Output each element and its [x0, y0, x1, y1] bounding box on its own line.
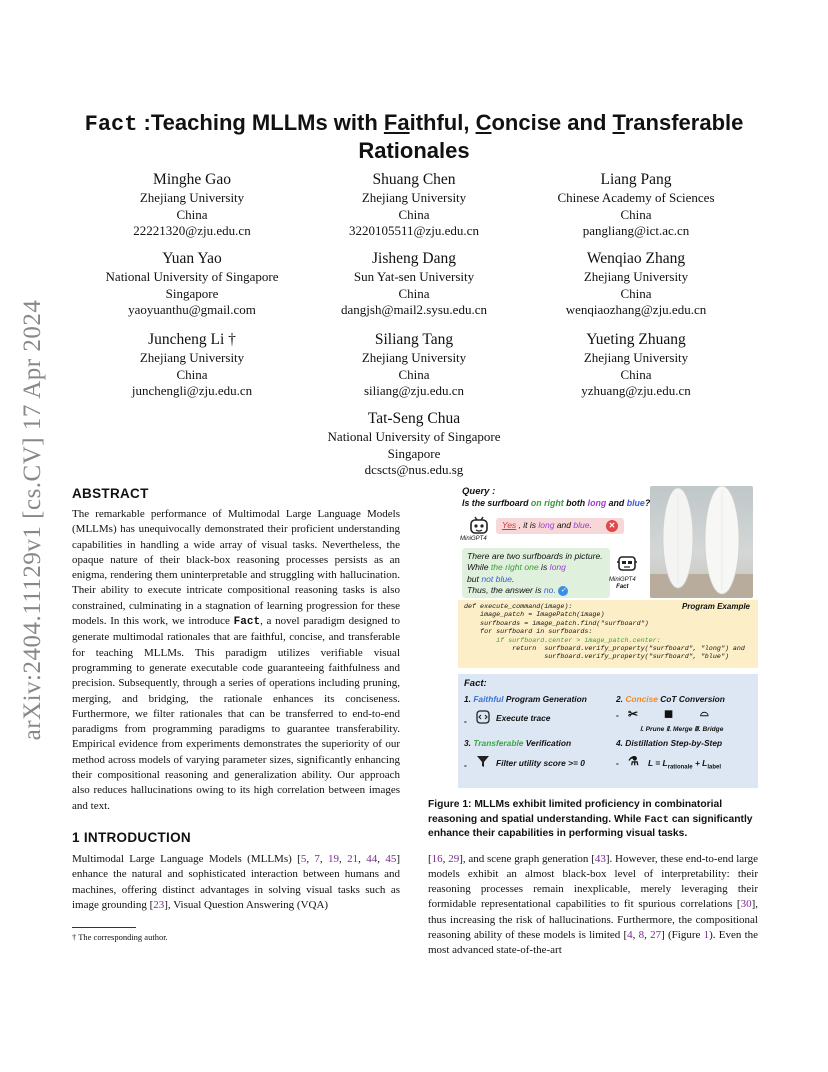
program-example-title: Program Example — [681, 602, 750, 611]
code-line: image_patch = ImagePatch(image) — [464, 611, 605, 620]
author-block: Juncheng Li † Zhejiang University China junchengli@zju.edu.cn — [131, 331, 253, 398]
code-line: def execute_command(image): — [464, 603, 573, 611]
author-block: Wenqiao Zhang Zhejiang University China wenqiaozhang@zju.edu.cn — [565, 250, 707, 317]
citation-link[interactable]: 16 — [431, 852, 443, 865]
right-column — [428, 486, 758, 959]
fact-steps-panel — [458, 674, 758, 788]
code-line: for surfboard in surfboards: — [464, 628, 593, 637]
figure-caption: Figure 1: MLLMs exhibit limited proficiency in combinatorial reasoning and spatial understanding. While Fact can significantly enhance their capabilities in performing visual tasks. — [428, 799, 753, 839]
paper-title: Fact :Teaching MLLMs with Faithful, Concise and Transferable Rationales — [84, 110, 744, 163]
title-fact: Fact — [84, 112, 138, 137]
citation-link[interactable]: 29 — [448, 852, 460, 865]
abstract-text: The remarkable performance of Multimodal Large Language Models (MLLMs) has unequivocally demonstrated their proficient understanding capabilities in handling a wide array of visual tasks. Nevertheless, the opaque nature of their black-box reasoning processes persists as an enigma, rendering them uninterpretable and struggling with hallucination. Their ability to execute intricate compositional reasoning tasks is also constrained, culminating in a stagnation of learning progression for these models. In this work, we introduce Fact, a novel paradigm designed to generate multimodal rationales that are faithful, concise, and transferable for teaching MLLMs. This paradigm utilizes verifiable visual programming to generate executable code guaranteeing faithfulness and precision. Subsequently, through a series of operations including pruning, merging, and bridging, the rationale enhances its conciseness. Furthermore, we filter rationales that can be transferred to end-to-end paradigms from programming paradigms to guarantee transferability. Empirical evidence from experiments demonstrates the superiority of our method across models of varying parameter sizes, significantly enhancing their compositional reasoning and generalization ability. Our approach also reduces hallucinations owing to its high correlation between images and text. — [72, 508, 400, 812]
fact-answer: There are two surfboards in picture. While the right one is long but not blue. Thus, the answer is no. ✓ — [462, 548, 610, 598]
merge-icon: ◼ — [664, 708, 674, 720]
citation-link[interactable]: 21 — [347, 852, 359, 865]
concise-operations: Ⅰ. Prune Ⅱ. Merge Ⅲ. Bridge — [640, 726, 724, 733]
figure-1 — [428, 486, 758, 796]
minigpt-label: MiniGPT4 — [460, 536, 487, 542]
wrong-icon: ✕ — [606, 520, 618, 532]
bullet-dash: - — [616, 710, 619, 720]
citation-link[interactable]: 8 — [638, 928, 645, 941]
step-2: 2. Concise CoT Conversion — [616, 694, 725, 704]
author-block: Shuang Chen Zhejiang University China 3220105511@zju.edu.cn — [349, 171, 479, 238]
bullet-dash: - — [616, 758, 619, 768]
robot-icon — [616, 554, 638, 574]
citation-link[interactable]: 44 — [366, 852, 378, 865]
figure-link[interactable]: 1 — [703, 928, 710, 941]
citation-link[interactable]: 45 — [385, 852, 397, 865]
citation-link[interactable]: 19 — [328, 852, 340, 865]
fact-title: Fact: — [464, 678, 487, 689]
bridge-icon: ⌓ — [700, 707, 709, 719]
code-line: surfboard.verify_property("surfboard", "blue") — [464, 653, 729, 662]
citation-link[interactable]: 23 — [153, 898, 165, 911]
step-4: 4. Distillation Step-by-Step — [616, 738, 723, 748]
robot-icon — [468, 516, 490, 536]
intro-heading: 1 INTRODUCTION — [72, 829, 191, 845]
left-column — [72, 486, 400, 942]
code-icon — [476, 710, 490, 724]
code-line: if surfboard.center > image_patch.center: — [464, 636, 661, 645]
execute-trace: Execute trace — [496, 713, 551, 723]
citation-link[interactable]: 7 — [314, 852, 320, 865]
arxiv-identifier: arXiv:2404.11129v1 [cs.CV] 17 Apr 2024 — [19, 299, 46, 741]
right-column-text: [16, 29], and scene graph generation [43]. However, these end-to-end large models exhibit an almost black-box level of interpretability: their reasoning processes remain inexplicable, merely leveraging their formidable representational capabilities to fit spurious correlations [30], thus increasing the risk of hallucinations. Furthermore, the compositional reasoning ability of these models is limited [4, 8, 27] (Figure 1). Even the most advanced state-of-the-art — [428, 852, 759, 957]
author-block: Minghe Gao Zhejiang University China 22221320@zju.edu.cn — [133, 171, 251, 238]
footnote: † The corresponding author. — [72, 932, 168, 943]
arxiv-sidebar — [12, 290, 54, 750]
code-line: return surfboard.verify_property("surfboard", "long") and — [464, 645, 745, 654]
author-block: Yueting Zhuang Zhejiang University China yzhuang@zju.edu.cn — [581, 331, 691, 398]
bullet-dash: - — [464, 760, 467, 770]
author-block: Tat-Seng Chua National University of Singapore Singapore dcscts@nus.edu.sg — [327, 410, 501, 477]
author-block: Jisheng Dang Sun Yat-sen University China dangjsh@mail2.sysu.edu.cn — [341, 250, 487, 317]
minigpt-fact-label: MiniGPT4 Fact — [609, 577, 636, 590]
step-1: 1. Faithful Program Generation — [464, 694, 587, 704]
minigpt-answer: Yes , it is long and blue. — [496, 518, 624, 534]
citation-link[interactable]: 43 — [594, 852, 606, 865]
filter-icon — [476, 754, 490, 768]
correct-icon: ✓ — [558, 586, 568, 596]
citation-link[interactable]: 5 — [300, 852, 307, 865]
query-text: Is the surfboard on right both long and blue? — [462, 498, 651, 508]
code-line: surfboards = image_patch.find("surfboard") — [464, 619, 649, 628]
surfboards-photo — [650, 486, 753, 598]
citation-link[interactable]: 30 — [740, 898, 752, 911]
footnote-divider — [72, 927, 136, 928]
author-block: Siliang Tang Zhejiang University China siliang@zju.edu.cn — [361, 331, 467, 398]
query-label: Query : — [462, 486, 496, 497]
abstract-heading: ABSTRACT — [72, 486, 149, 501]
author-block: Liang Pang Chinese Academy of Sciences China pangliang@ict.ac.cn — [557, 171, 715, 238]
step-3: 3. Transferable Verification — [464, 738, 572, 748]
bullet-dash: - — [464, 716, 467, 726]
teacher-icon: ⚗ — [628, 754, 639, 768]
figure-top-panel — [428, 486, 758, 594]
scissors-icon: ✂ — [628, 707, 639, 721]
author-block: Yuan Yao National University of Singapore Singapore yaoyuanthu@gmail.com — [105, 250, 279, 317]
distillation-formula: $L = L_{rationale} + L_{label}$ — [648, 758, 721, 771]
program-example — [458, 600, 758, 668]
citation-link[interactable]: 4 — [627, 928, 633, 941]
citation-link[interactable]: 27 — [650, 928, 662, 941]
intro-text: Multimodal Large Language Models (MLLMs) [5, 7, 19, 21, 44, 45] enhance the natural and sophisticated interaction between humans and machines, offering distinct advantages in solving visual tasks such as image grounding [23], Visual Question Answering (VQA) — [72, 852, 401, 911]
filter-criterion: Filter utility score >= 0 — [496, 758, 585, 768]
